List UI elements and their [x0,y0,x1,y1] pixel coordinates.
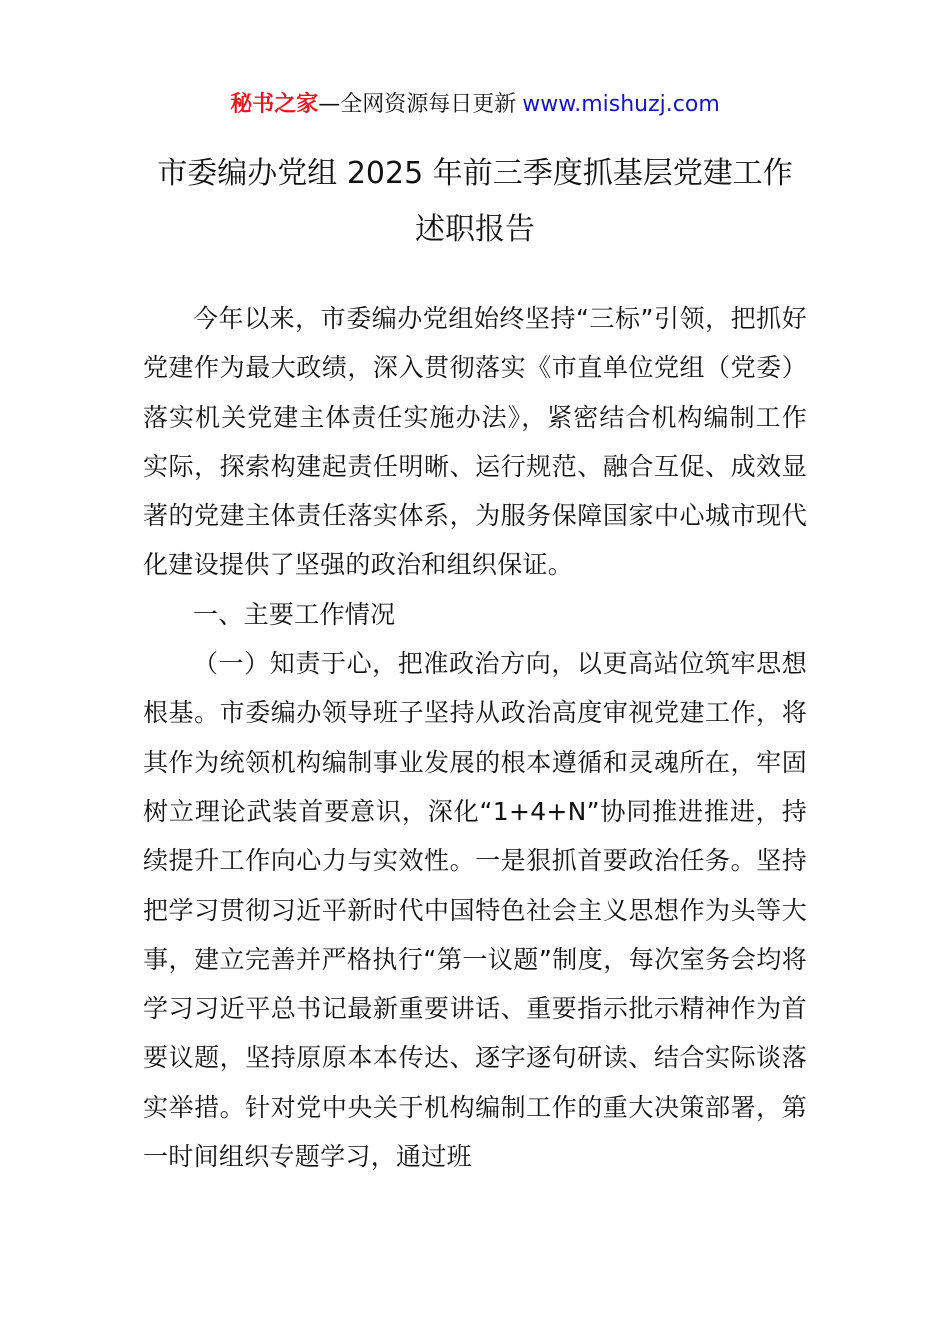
title-line-1: 市委编办党组 2025 年前三季度抓基层党建工作 [157,156,793,191]
header-tagline: —全网资源每日更新 [318,92,517,117]
site-url-link[interactable]: www.mishuzj.com [522,92,720,117]
document-title [0,146,950,258]
site-header [0,88,950,122]
body-paragraph: （一）知责于心，把准政治方向，以更高站位筑牢思想根基。市委编办领导班子坚持从政治高度审视党建工作，将其作为统领机构编制事业发展的根本遵循和灵魂所在，牢固树立理论武装首要意识，深化“1+4+N”协同推进推进，持续提升工作向心力与实效性。一是狠抓首要政治任务。坚持把学习贯彻习近平新时代中国特色社会主义思想作为头等大事，建立完善并严格执行“第一议题”制度，每次室务会均将学习习近平总书记最新重要讲话、重要指示批示精神作为首要议题，坚持原原本本传达、逐字逐句研读、结合实际谈落实举措。针对党中央关于机构编制工作的重大决策部署，第一时间组织专题学习，通过班 [143,649,807,1172]
intro-paragraph: 今年以来，市委编办党组始终坚持“三标”引领，把抓好党建作为最大政绩，深入贯彻落实《市直单位党组（党委）落实机关党建主体责任实施办法》，紧密结合机构编制工作实际，探索构建起责任明晰、运行规范、融合互促、成效显著的党建主体责任落实体系，为服务保障国家中心城市现代化建设提供了坚强的政治和组织保证。 [143,304,807,580]
section-heading: 一、主要工作情况 [193,599,396,629]
brand-name: 秘书之家 [230,92,319,117]
document-body [143,294,807,1181]
title-line-2: 述职报告 [415,212,535,247]
